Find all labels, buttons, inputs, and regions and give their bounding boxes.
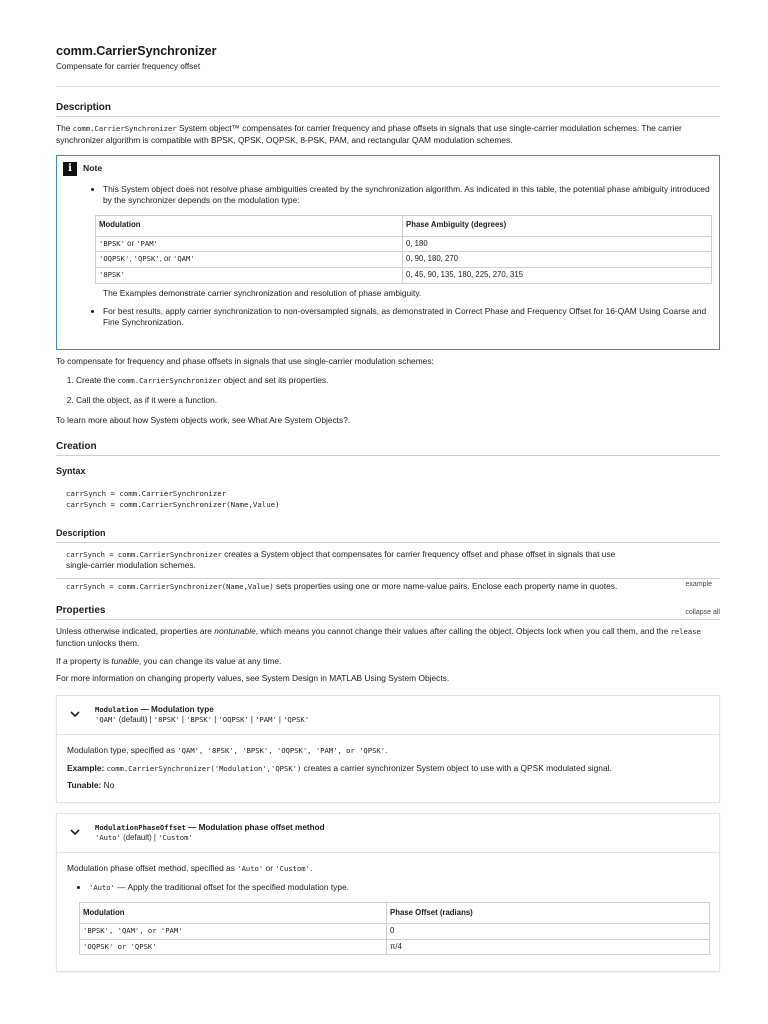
- tunable-note: If a property is tunable, you can change its value at any time.: [56, 655, 282, 666]
- note-title: Note: [83, 162, 103, 173]
- property-tunable: Tunable: No: [67, 780, 115, 791]
- note-bullet: • This System object does not resolve phase ambiguities created by the synchronization algorithm. As indicated in this table, the potential phase ambiguity introduced by the synchronizer depends on the modulation type: Modulation Phase Ambiguity (degrees) 'BPSK' or 'PAM' 0, 180 'OQPSK', 'QPSK', or 'QAM' 0, 90, 180, 270 '8PSK' 0, 45, 90, 135, 180, 225, 270, 315 The Examples demonstrate carrier synchronization and resolution of phase ambiguity.: [103, 184, 713, 300]
- table-row: 'OQPSK', 'QPSK', or 'QAM' 0, 90, 180, 270: [96, 252, 712, 268]
- phase-ambiguity-table: [95, 215, 712, 284]
- property-modulation-phase-offset: [56, 813, 720, 973]
- note-box: [56, 155, 720, 350]
- usage-steps: [56, 375, 720, 406]
- property-body: [57, 735, 719, 802]
- header-divider: [56, 86, 720, 87]
- phase-offset-list: [67, 882, 709, 955]
- property-name: Modulation — Modulation type: [95, 704, 214, 714]
- note-bullet: • For best results, apply carrier synchronization to non-oversampled signals, as demonstrated in Correct Phase and Frequency Offset for 16-QAM Using Coarse and Fine Synchronization.: [103, 306, 713, 329]
- list-item: • 'Auto' — Apply the traditional offset for the specified modulation type. Modulation Phase Offset (radians) 'BPSK', 'QAM', or 'PAM' 0 'OQPSK' or 'QPSK' π/4: [89, 882, 709, 955]
- property-name: ModulationPhaseOffset — Modulation phase offset method: [95, 822, 325, 832]
- phase-offset-table: [79, 902, 710, 956]
- properties-heading: Properties: [56, 604, 720, 620]
- step-item: 1. Create the comm.CarrierSynchronizer object and set its properties.: [76, 375, 720, 387]
- property-example: Example: comm.CarrierSynchronizer('Modulation','QPSK') creates a carrier synchronizer System object to use with a QPSK modulated signal.: [67, 762, 612, 773]
- chevron-down-icon[interactable]: [69, 826, 81, 838]
- property-description: Modulation type, specified as 'QAM', '8PSK', 'BPSK', 'OQPSK', 'PAM', or 'QPSK'.: [67, 744, 388, 755]
- info-icon: i: [63, 162, 77, 176]
- syntax-heading: Syntax: [56, 466, 86, 477]
- syntax-description-entry: carrSynch = comm.CarrierSynchronizer creates a System object that compensates for carrier frequency offset and phase offset in signals that use single-carrier modulation schemes.: [66, 548, 616, 571]
- property-body: [57, 853, 719, 972]
- table-header-row: Modulation Phase Offset (radians): [80, 902, 710, 923]
- doc-page: [56, 0, 720, 972]
- table-row: 'BPSK' or 'PAM' 0, 180: [96, 236, 712, 252]
- property-values: 'Auto' (default) | 'Custom': [95, 833, 193, 842]
- page-title: comm.CarrierSynchronizer: [56, 44, 217, 58]
- property-header[interactable]: [57, 814, 719, 853]
- creation-heading: Creation: [56, 440, 720, 456]
- description-heading: Description: [56, 101, 720, 117]
- table-header-row: Modulation Phase Ambiguity (degrees): [96, 215, 712, 236]
- note-list: [63, 184, 713, 329]
- page-subtitle: Compensate for carrier frequency offset: [56, 62, 201, 71]
- property-info-link[interactable]: For more information on changing property values, see System Design in MATLAB Using System Objects.: [56, 673, 450, 684]
- usage-intro: To compensate for frequency and phase offsets in signals that use single-carrier modulation schemes:: [56, 355, 434, 366]
- property-header[interactable]: [57, 696, 719, 735]
- property-values: 'QAM' (default) | '8PSK' | 'BPSK' | 'OQPSK' | 'PAM' | 'QPSK': [95, 715, 310, 725]
- description-paragraph: The comm.CarrierSynchronizer System object™ compensates for carrier frequency and phase offsets in signals that use single-carrier modulation schemes. The carrier synchronizer algorithm is compatible with BPSK, QPSK, OQPSK, 8-PSK, PAM, and rectangular QAM modulation schemes.: [56, 123, 682, 145]
- properties-intro: Unless otherwise indicated, properties are nontunable, which means you cannot change their values after calling the object. Objects lock when you call them, and the release function unlocks them.: [56, 626, 701, 649]
- table-row: 'OQPSK' or 'QPSK' π/4: [80, 939, 710, 955]
- step-item: 2. Call the object, as if it were a function.: [76, 395, 720, 407]
- collapse-all-link[interactable]: collapse all: [685, 608, 720, 616]
- chevron-down-icon[interactable]: [69, 708, 81, 720]
- table-row: 'BPSK', 'QAM', or 'PAM' 0: [80, 923, 710, 939]
- creation-description-heading: Description: [56, 528, 720, 543]
- property-modulation: [56, 695, 720, 803]
- syntax-description-entry: carrSynch = comm.CarrierSynchronizer(Name,Value) sets properties using one or more name-value pairs. Enclose each property name in quotes. example: [56, 578, 720, 593]
- learn-more-link[interactable]: To learn more about how System objects work, see What Are System Objects?.: [56, 414, 351, 425]
- syntax-code-block: carrSynch = comm.CarrierSynchronizer carrSynch = comm.CarrierSynchronizer(Name,Value): [66, 488, 280, 509]
- example-link[interactable]: example: [685, 580, 712, 588]
- table-row: '8PSK' 0, 45, 90, 135, 180, 225, 270, 315: [96, 268, 712, 284]
- property-description: Modulation phase offset method, specified as 'Auto' or 'Custom'.: [67, 862, 313, 873]
